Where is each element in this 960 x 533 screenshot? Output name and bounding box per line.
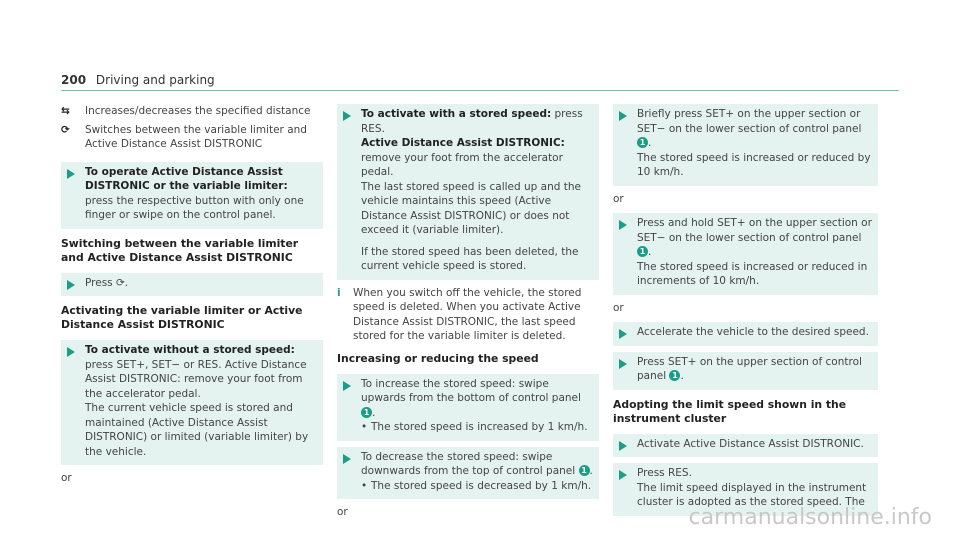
switch-icon: ⟳ xyxy=(61,123,70,136)
page-number: 200 xyxy=(61,73,87,87)
heading-activating: Activating the variable limiter or Active Distance Assist DISTRONIC xyxy=(61,304,303,331)
step-press-hold: Press and hold SET+ on the upper section or SET− on the lower section of control panel 1 . The stored speed is increased or reduced in increments of 10 km/h. xyxy=(613,213,878,295)
info-note xyxy=(337,286,599,344)
heading-switching: Switching between the variable limiter and Active Distance Assist DISTRONIC xyxy=(61,236,299,264)
step-activate-with-speed xyxy=(337,104,599,280)
step-operate xyxy=(61,162,323,229)
heading-increasing: Increasing or reducing the speed xyxy=(337,351,539,365)
step-brief-press: Briefly press SET+ on the upper section or SET− on the lower section of control panel 1 . The stored speed is increased or reduced by 10 km/h. xyxy=(613,104,878,186)
definition-switch xyxy=(61,123,323,152)
step-text: To increase the stored speed: swipe upwards from the bottom of control panel xyxy=(361,377,581,404)
section-title: Driving and parking xyxy=(95,73,215,87)
step-result: The stored speed is increased or reduced in increments of 10 km/h. xyxy=(637,260,868,287)
step-text: press RES. xyxy=(361,108,583,135)
callout-badge: 1 xyxy=(361,407,372,418)
info-icon: i xyxy=(337,286,341,299)
step-text: press the respective button with only one finger or swipe on the control panel. xyxy=(85,194,304,221)
heading-adopting: Adopting the limit speed shown in the instrument cluster xyxy=(613,397,847,425)
step-decrease: To decrease the stored speed: swipe downwards from the top of control panel 1 . • The stored speed is decreased by 1 km/h. xyxy=(337,447,599,500)
step-text: Press RES. xyxy=(637,467,692,479)
step-text: Press SET+ on the upper section of control panel xyxy=(637,355,862,382)
or-label: or xyxy=(613,192,624,205)
step-lead: To activate with a stored speed: xyxy=(361,108,552,120)
callout-badge: 1 xyxy=(637,246,648,257)
definition-text: Switches between the variable limiter and Active Distance Assist DISTRONIC xyxy=(85,123,307,150)
header-divider xyxy=(61,90,899,91)
callout-badge: 1 xyxy=(637,137,648,148)
callout-badge: 1 xyxy=(669,370,680,381)
step-activate-distronic xyxy=(613,434,878,458)
definition-distance xyxy=(61,104,323,119)
step-text: Press and hold SET+ on the upper section or SET− on the lower section of control panel xyxy=(637,217,872,244)
step-text: Accelerate the vehicle to the desired speed. xyxy=(637,326,869,338)
step-text-2: remove your foot from the accelerator pedal. xyxy=(361,151,563,178)
step-text: Briefly press SET+ on the upper section or SET− on the lower section of control panel xyxy=(637,108,862,135)
step-text: Press ⟳. xyxy=(85,276,129,289)
definition-text: Increases/decreases the specified distance xyxy=(85,105,311,117)
step-result: The limit speed displayed in the instrument cluster is adopted as the stored speed. The xyxy=(637,481,867,508)
step-bullet: • The stored speed is decreased by 1 km/h. xyxy=(361,479,593,494)
step-text: press SET+, SET− or RES. Active Distance Assist DISTRONIC: remove your foot from the accelerator pedal. xyxy=(85,358,307,400)
or-label: or xyxy=(61,472,72,484)
step-lead: To operate Active Distance Assist DISTRONIC or the variable limiter: xyxy=(85,165,288,192)
watermark: carmanualsonline.info xyxy=(688,505,932,530)
note-text: When you switch off the vehicle, the stored speed is deleted. When you activate Active Distance Assist DISTRONIC, the last speed stored for the variable limiter is deleted. xyxy=(353,286,582,342)
step-result: The stored speed is increased or reduced by 10 km/h. xyxy=(637,151,871,178)
step-text: To decrease the stored speed: swipe downwards from the top of control panel xyxy=(361,450,576,477)
step-increase: To increase the stored speed: swipe upwards from the bottom of control panel 1 . • The stored speed is increased by 1 km/h. xyxy=(337,374,599,441)
distance-icon: ⇆ xyxy=(61,105,70,117)
step-result-2: If the stored speed has been deleted, the current vehicle speed is stored. xyxy=(361,245,579,272)
page-header xyxy=(61,73,215,87)
step-press-set: Press SET+ on the upper section of control panel 1 . xyxy=(613,352,878,390)
step-result: The last stored speed is called up and the vehicle maintains this speed (Active Distance Assist DISTRONIC) or does not exceed it (variable limiter). xyxy=(361,180,581,236)
step-lead: To activate without a stored speed: xyxy=(85,344,295,356)
step-activate-without-speed xyxy=(61,340,323,465)
callout-badge: 1 xyxy=(579,465,590,476)
or-label: or xyxy=(337,506,348,518)
or-label: or xyxy=(613,301,624,314)
step-text: Activate Active Distance Assist DISTRONIC. xyxy=(637,437,864,450)
step-lead-2: Active Distance Assist DISTRONIC: xyxy=(361,137,565,149)
step-accelerate xyxy=(613,322,878,346)
step-bullet: • The stored speed is increased by 1 km/h. xyxy=(361,420,593,435)
column-2 xyxy=(337,104,599,520)
column-3 xyxy=(613,104,878,522)
step-press-switch xyxy=(61,273,323,297)
step-result: The current vehicle speed is stored and maintained (Active Distance Assist DISTRONIC) or limited (variable limiter) by the vehicle. xyxy=(85,402,309,458)
column-1 xyxy=(61,104,323,486)
